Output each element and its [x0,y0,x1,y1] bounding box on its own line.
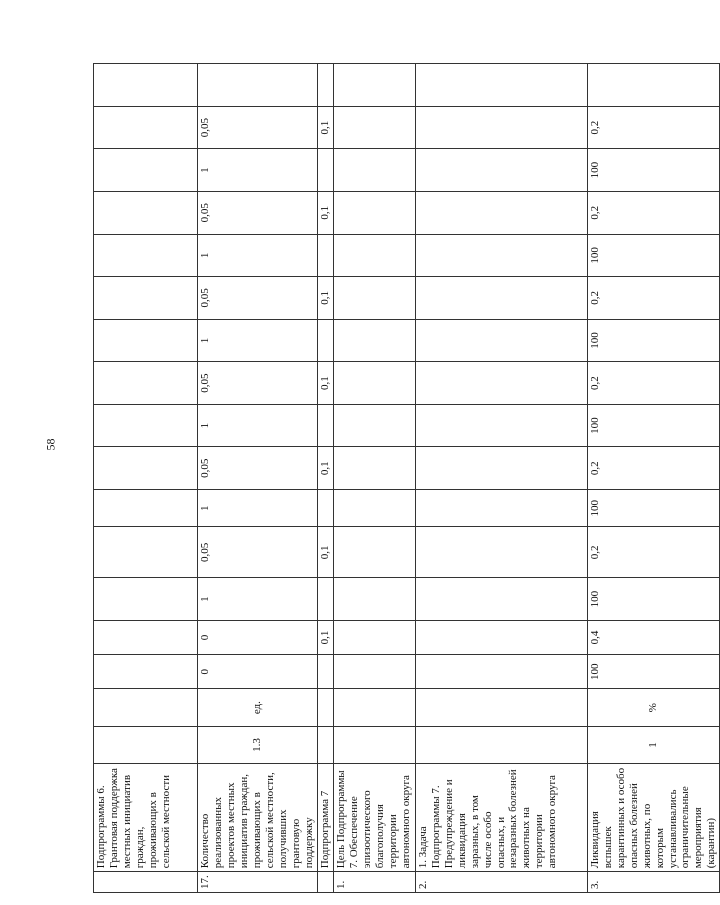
value-cell: 0,1 [317,191,333,234]
row-number-cell: 17. [198,872,318,893]
value-cell [94,277,198,320]
value-cell [415,149,587,192]
value-cell [333,447,415,490]
value-cell [94,64,198,107]
value-cell: 0,2 [587,527,720,578]
value-cell [317,64,333,107]
value-cell [415,319,587,362]
value-cell [333,578,415,621]
row-number-cell [317,872,333,893]
value-cell: 100 [587,149,720,192]
value-cell [94,362,198,405]
value-cell [415,64,587,107]
value-cell: 0,2 [587,362,720,405]
table-row [317,64,333,893]
value-cell [94,620,198,654]
value-cell: 0,05 [198,191,318,234]
value-cell [94,319,198,362]
value-cell [415,655,587,689]
value-cell [415,191,587,234]
unit-cell [94,689,198,726]
value-cell: 0,2 [587,106,720,149]
value-cell [333,149,415,192]
value-cell: 0,1 [317,620,333,654]
value-cell: 1 [198,319,318,362]
value-cell: 1 [198,404,318,447]
value-cell [333,655,415,689]
indicator-name-cell: Цель Подпрограммы 7. Обеспечение эпизоотического благополучия территории автономного округа [333,764,415,872]
value-cell: 0,1 [317,277,333,320]
value-cell: 0,1 [317,447,333,490]
value-cell [333,319,415,362]
value-cell [415,527,587,578]
value-cell [317,578,333,621]
value-cell [415,362,587,405]
value-cell [94,490,198,527]
value-cell: 100 [587,578,720,621]
value-cell [94,149,198,192]
value-cell [94,655,198,689]
value-cell: 0 [198,655,318,689]
table-body [94,64,720,893]
indicator-name-cell: Ликвидация вспышек карантинных и особо опасных болезней животных, по которым устанавливались ограничительные мероприятия (карантин) [587,764,720,872]
table-row [333,64,415,893]
page-number: 58 [43,438,58,451]
indicator-code-cell [317,726,333,763]
value-cell [317,490,333,527]
value-cell: 1 [198,149,318,192]
value-cell [415,404,587,447]
unit-cell [415,689,587,726]
rotated-table-wrapper [93,63,718,893]
value-cell: 1 [198,578,318,621]
value-cell [415,490,587,527]
indicator-code-cell [333,726,415,763]
row-number-cell: 2. [415,872,587,893]
value-cell [333,277,415,320]
value-cell [333,490,415,527]
indicator-code-cell [94,726,198,763]
value-cell: 0,1 [317,106,333,149]
value-cell [333,404,415,447]
indicator-name-cell: Подпрограммы 6. Грантовая поддержка местных инициатив граждан, проживающих в сельской местности [94,764,198,872]
row-number-cell: 1. [333,872,415,893]
value-cell [415,620,587,654]
table-row [587,64,720,893]
value-cell [333,191,415,234]
value-cell [415,234,587,277]
value-cell: 0,05 [198,527,318,578]
value-cell: 1 [198,490,318,527]
value-cell [415,106,587,149]
indicator-name-cell: Подпрограмма 7 [317,764,333,872]
indicator-code-cell [415,726,587,763]
unit-cell [317,689,333,726]
value-cell: 0,2 [587,447,720,490]
value-cell [317,655,333,689]
indicator-name-cell: Количество реализованных проектов местных инициатив граждан, проживающих в сельской местности, получивших грантовую поддержку [198,764,318,872]
value-cell: 0,4 [587,620,720,654]
table-row [415,64,587,893]
value-cell: 0,05 [198,362,318,405]
indicator-code-cell: 1.3 [198,726,318,763]
value-cell [94,106,198,149]
table-row [94,64,198,893]
value-cell [94,527,198,578]
value-cell [198,64,318,107]
value-cell: 0,1 [317,362,333,405]
row-number-cell: 3. [587,872,720,893]
unit-cell [333,689,415,726]
value-cell: 0,05 [198,277,318,320]
row-number-cell [94,872,198,893]
value-cell [333,106,415,149]
value-cell [317,234,333,277]
value-cell [333,620,415,654]
value-cell [333,362,415,405]
indicator-code-cell: 1 [587,726,720,763]
value-cell: 100 [587,404,720,447]
value-cell [415,447,587,490]
value-cell: 0,05 [198,106,318,149]
value-cell: 0,1 [317,527,333,578]
value-cell: 1 [198,234,318,277]
value-cell: 0,2 [587,191,720,234]
value-cell: 0 [198,620,318,654]
value-cell [94,404,198,447]
value-cell: 0,2 [587,277,720,320]
value-cell [317,149,333,192]
value-cell: 100 [587,490,720,527]
value-cell [317,319,333,362]
unit-cell: ед. [198,689,318,726]
value-cell: 100 [587,655,720,689]
table-row [198,64,318,893]
value-cell: 100 [587,234,720,277]
value-cell [94,234,198,277]
value-cell [415,578,587,621]
value-cell [415,277,587,320]
value-cell [94,191,198,234]
value-cell: 0,05 [198,447,318,490]
value-cell [94,447,198,490]
unit-cell: % [587,689,720,726]
indicators-table [93,63,720,893]
value-cell: 100 [587,319,720,362]
value-cell [333,234,415,277]
value-cell [317,404,333,447]
value-cell [333,64,415,107]
indicator-name-cell: 1. Задача Подпрограммы 7. Предупреждение и ликвидация заразных, в том числе особо опасных, и незаразных болезней животных на территории автономного округа [415,764,587,872]
value-cell [94,578,198,621]
value-cell [333,527,415,578]
value-cell [587,64,720,107]
